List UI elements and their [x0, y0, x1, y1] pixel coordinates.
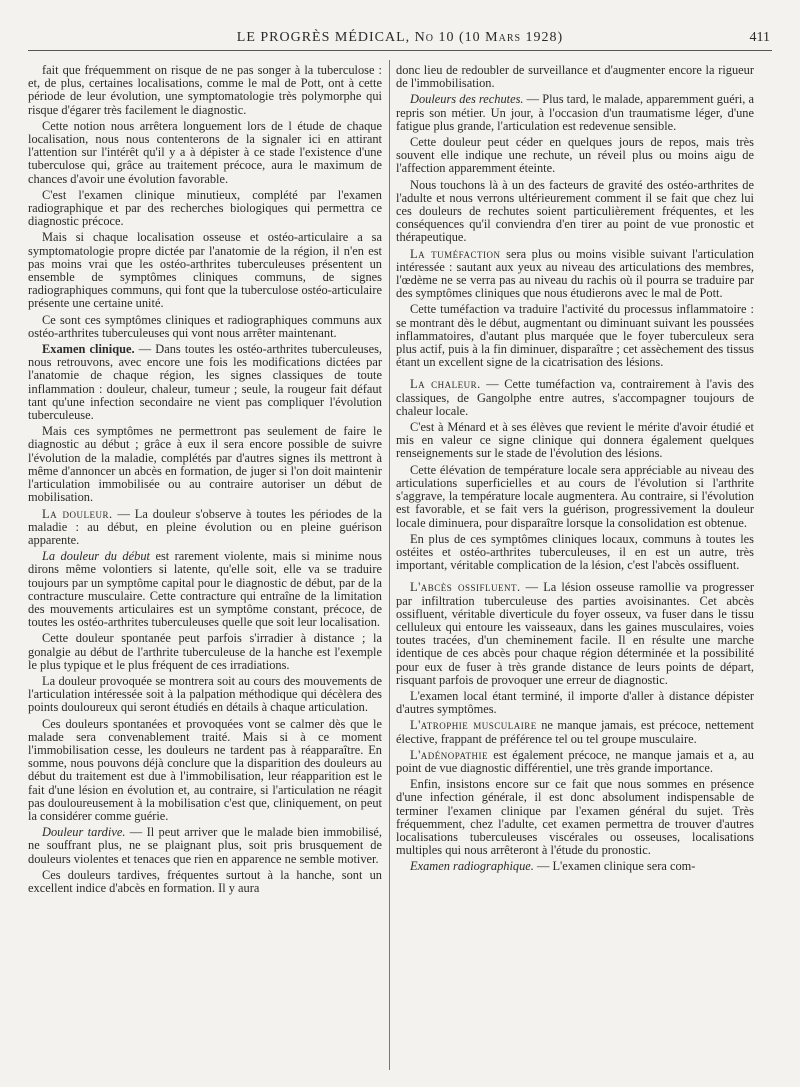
paragraph-lead: Douleur tardive.: [42, 825, 126, 840]
running-head: LE PROGRÈS MÉDICAL, No 10 (10 Mars 1928): [236, 30, 564, 45]
paragraph-lead: La douleur.: [42, 506, 113, 521]
paragraph: [396, 719, 754, 745]
paragraph: [28, 314, 382, 340]
paragraph-lead: La chaleur.: [410, 377, 481, 392]
paragraph: [396, 533, 754, 573]
paragraph-text: ne manque jamais, est précoce, nettement élective, frappant de préférence tel ou tel groupe musculaire.: [396, 718, 754, 746]
paragraph: [396, 64, 754, 90]
paragraph-text: Ce sont ces symptômes cliniques et radiographiques communs aux ostéo-arthrites tuberculeuses qui vont nous arrêter maintenant.: [28, 312, 382, 340]
paragraph-text: Mais ces symptômes ne permettront pas seulement de faire le diagnostic au début ; grâce à eux il sera encore possible de suivre l'évolution de la maladie, complétés par d'autres signes ils mettront à même d'annoncer un abcès en formation, de juger si l'on doit maintenir l'articulation immobilisée ou au contraire autoriser un début de mobilisation.: [28, 424, 382, 505]
paragraph-text: Ces douleurs spontanées et provoquées vont se calmer dès que le malade sera convenablement traité. Mais si à ce moment l'immobilisation cesse, les douleurs ne tardent pas à réapparaître. En somme, nous pouvons déjà conclure que la disparition des douleurs au début du traitement est due à l'immobilisation, leur réapparition est le fait d'une lésion en évolution et, au contraire, si l'articulation ne réagit pas douloureusement à la mobilisation c'est que, cliniquement, on peut la considérer comme guérie.: [28, 716, 382, 823]
paragraph-text: Cette douleur peut céder en quelques jours de repos, mais très souvent elle indique une rechute, un réveil plus ou moins aigu de l'affection apparemment éteinte.: [396, 135, 754, 176]
paragraph: [396, 136, 754, 176]
paragraph-lead: Examen clinique.: [42, 342, 135, 357]
paragraph: [28, 550, 382, 629]
paragraph: [396, 581, 754, 687]
paragraph-lead: Douleurs des rechutes.: [410, 92, 524, 107]
paragraph: [396, 860, 754, 873]
paragraph-lead: Examen radiographique.: [410, 859, 534, 874]
paragraph-text: Enfin, insistons encore sur ce fait que nous sommes en présence d'une infection générale, il est donc absolument indispensable de terminer l'examen clinique par l'examen général du sujet. Très fréquemment, chez l'adulte, cet examen permettra de trouver d'autres localisations tuberculeuses viscérales ou osseuses, localisations multiples qui nous arrêteront à l'étude du pronostic.: [396, 777, 754, 858]
paragraph-text: La douleur provoquée se montrera soit au cours des mouvements de l'articulation intéressée soit à la palpation méthodique qui décèlera des points douloureux qui seront étudiés en détails à chaque articulation.: [28, 673, 382, 715]
paragraph: [396, 421, 754, 461]
page-header: [28, 28, 772, 51]
paragraph-text: donc lieu de redoubler de surveillance et d'augmenter encore la rigueur de l'immobilisation.: [396, 64, 754, 91]
paragraph: [28, 120, 382, 186]
paragraph: [28, 826, 382, 866]
paragraph-text: Cette notion nous arrêtera longuement lors de l étude de chaque localisation, nous nous contenterons de la signaler ici en attirant l'attention sur l'intérêt qu'il y a à dépister à ce stade l'existence d'une tuberculose qui, grâce au traitement précoce, aura le maximum de chances d'avoir une évolution favorable.: [28, 118, 382, 186]
paragraph: [396, 179, 754, 245]
paragraph: [396, 378, 754, 418]
paragraph-text: — La lésion osseuse ramollie va progresser par infiltration tuberculeuse des parties avoisinantes. Cet abcès ossifluent, véritable diverticule du foyer osseux, va fuser dans le tissu celluleux qui entoure les vaisseaux, dans les gaines musculaires, voies toutes tracées, d'un cheminement facile. Il en résulte une marche identique de ces abcès pour chaque région déterminée et la possibilité pour eux de fuser à très grande distance de leurs points de départ, risquant parfois de provoquer une erreur de diagnostic.: [396, 580, 754, 687]
paragraph-text: Ces douleurs tardives, fréquentes surtout à la hanche, sont un excellent indice d'abcès en formation. Il y aura: [28, 867, 382, 895]
paragraph-lead: L'abcès ossifluent.: [410, 580, 521, 595]
paragraph-lead: L'atrophie musculaire: [410, 718, 537, 733]
right-column: [396, 64, 754, 1074]
paragraph: [396, 464, 754, 530]
page-number: 411: [749, 30, 770, 45]
paragraph: [28, 632, 382, 672]
paragraph: [28, 189, 382, 229]
paragraph-text: — La douleur s'observe à toutes les périodes de la maladie : au début, en pleine évolution ou en pleine guérison apparente.: [28, 506, 382, 547]
paragraph: [396, 248, 754, 301]
paragraph-text: — Cette tuméfaction va, contrairement à l'avis des classiques, de Gangolphe entre autres, s'accompagner toujours de chaleur locale.: [396, 377, 754, 418]
paragraph-text: Cette élévation de température locale sera appréciable au niveau des articulations superficielles et au cours de l'évolution si l'arthrite s'aggrave, la température locale augmentera. Au contraire, si l'évolution est favorable, et se fait vers la guérison, progressivement la douleur locale diminuera, pour disparaître lorsque la consolidation est obtenue.: [396, 462, 754, 530]
paragraph-text: Cette tuméfaction va traduire l'activité du processus inflammatoire : se montrant dès le début, augmentant ou diminuant suivant les poussées inflammatoires, d'autant plus marquée que le foyer tuberculeux sera plus actif, puis à la fin diminuer, disparaître ; cet assèchement des tissus étant un excellent signe de la cicatrisation des lésions.: [396, 302, 754, 370]
paragraph-lead: L'adénopathie: [410, 747, 488, 762]
paragraph-text: C'est à Ménard et à ses élèves que revient le mérite d'avoir étudié et mis en valeur ce signe clinique qui donnera également quelques renseignements sur le stade de l'évolution des lésions.: [396, 420, 754, 461]
paragraph: [396, 749, 754, 775]
column-divider: [389, 60, 390, 1070]
paragraph-text: Nous touchons là à un des facteurs de gravité des ostéo-arthrites de l'adulte et nous verrons ultérieurement comment il se fait que chez lui ces douleurs de rechutes soient particulièrement fréquentes, et les conséquences qu'il conviendra d'en tirer au point de vue pronostic et thérapeutique.: [396, 177, 754, 245]
paragraph-text: — Dans toutes les ostéo-arthrites tuberculeuses, nous retrouvons, avec encore une fois les modifications dictées par l'anatomie de chaque région, les signes classiques de toute inflammation : douleur, chaleur, tumeur ; seule, la rougeur fait défaut tant qu'une infection secondaire ne vient pas compliquer l'évolution tuberculeuse.: [28, 342, 382, 423]
paragraph: [396, 778, 754, 857]
paragraph-lead: La tuméfaction: [410, 246, 501, 261]
paragraph: [396, 93, 754, 133]
paragraph: [28, 343, 382, 422]
paragraph: [396, 303, 754, 369]
paragraph-text: est rarement violente, mais si minime nous dirons même volontiers si latente, qu'elle soit, elle va se traduire toujours par un symptôme capital pour le diagnostic de début, par de la contracture musculaire. Cette contracture qui entraîne de la limitation des mouvements articulaires est un symptôme constant, précoce, de toutes les ostéo-arthrites tuberculeuses quelle que soit leur localisation.: [28, 549, 382, 630]
paragraph: [28, 64, 382, 117]
paragraph-text: L'examen local étant terminé, il importe d'aller à distance dépister d'autres symptômes.: [396, 688, 754, 717]
paragraph-text: Mais si chaque localisation osseuse et ostéo-articulaire a sa symptomatologie propre dictée par l'anatomie de la région, il n'en est pas moins vrai que les ostéo-arthrites tuberculeuses présentent un ensemble de symptômes cliniques communs, de signes radiographiques communs, qui font que la tuberculose ostéo-articulaire présente une certaine unité.: [28, 230, 382, 311]
left-column: [28, 64, 382, 1074]
paragraph: [396, 690, 754, 716]
paragraph-text: — Il peut arriver que le malade bien immobilisé, ne souffrant plus, ne se plaignant plus, soit pris brusquement de douleurs violentes et tenaces que rien en apparence ne semble motiver.: [28, 825, 382, 866]
paragraph: [28, 425, 382, 504]
paragraph-text: Cette douleur spontanée peut parfois s'irradier à distance ; la gonalgie au début de l'arthrite tuberculeuse de la hanche est l'exemple le plus typique et le plus fréquent de ces irradiations.: [28, 631, 382, 672]
paragraph-text: — Plus tard, le malade, apparemment guéri, a repris son métier. Un jour, à l'occasion d'un traumatisme léger, d'une fatigue plus grande, l'articulation est redevenue sensible.: [396, 92, 754, 133]
paragraph-text: fait que fréquemment on risque de ne pas songer à la tuberculose : et, de plus, certaines localisations, comme le mal de Pott, ont à cette période de leur évolution, une symptomatologie très polymorphe qui risque d'égarer très facilement le diagnostic.: [28, 64, 382, 117]
paragraph: [28, 718, 382, 824]
paragraph-text: sera plus ou moins visible suivant l'articulation intéressée : sautant aux yeux au niveau des articulations des membres, l'œdème ne se verra pas au niveau du rachis où il pourra se traduire par des symptômes cliniques que nous étudierons avec le mal de Pott.: [396, 246, 754, 301]
paragraph: [28, 869, 382, 895]
paragraph-text: En plus de ces symptômes cliniques locaux, communs à toutes les ostéites et ostéo-arthrites tuberculeuses, il en est un autre, très important, véritable complication de la lésion, c'est l'abcès ossifluent.: [396, 531, 754, 573]
paragraph-text: est également précoce, ne manque jamais et a, au point de vue diagnostic différentiel, une très grande importance.: [396, 747, 754, 775]
paragraph: [28, 675, 382, 715]
paragraph: [28, 508, 382, 548]
paragraph-lead: La douleur du début: [42, 549, 150, 564]
paragraph: [28, 231, 382, 310]
paragraph-text: — L'examen clinique sera com-: [533, 859, 696, 874]
paragraph-text: C'est l'examen clinique minutieux, complété par l'examen radiographique et par des recherches biologiques qui permettra ce diagnostic précoce.: [28, 187, 382, 229]
